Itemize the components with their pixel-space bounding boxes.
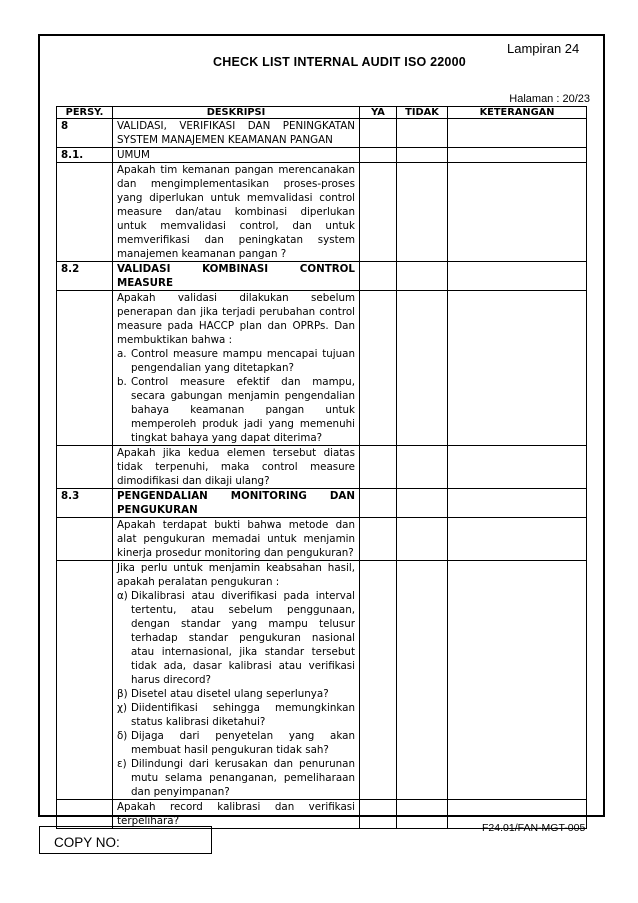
keterangan-cell[interactable] bbox=[448, 148, 587, 163]
clause-title: VALIDASI, VERIFIKASI DAN PENINGKATAN SYSTEM MANAJEMEN KEAMANAN PANGAN bbox=[113, 119, 360, 148]
keterangan-cell[interactable] bbox=[448, 163, 587, 262]
list-text: Disetel atau disetel ulang seperlunya? bbox=[131, 688, 329, 700]
col-header-deskripsi: DESKRIPSI bbox=[113, 107, 360, 119]
ya-cell[interactable] bbox=[360, 291, 397, 446]
ya-cell[interactable] bbox=[360, 561, 397, 800]
audit-question bbox=[113, 561, 360, 800]
col-header-ya: YA bbox=[360, 107, 397, 119]
list-marker: δ) bbox=[117, 730, 128, 742]
clause-number-empty bbox=[57, 291, 113, 446]
tidak-cell[interactable] bbox=[397, 446, 448, 489]
audit-question: Apakah terdapat bukti bahwa metode dan alat pengukuran memadai untuk menjamin kinerja prosedur monitoring dan pengukuran? bbox=[113, 518, 360, 561]
tidak-cell[interactable] bbox=[397, 800, 448, 829]
list-text: Dijaga dari penyetelan yang akan membuat hasil pengukuran tidak sah? bbox=[131, 730, 355, 756]
ya-cell[interactable] bbox=[360, 262, 397, 291]
ya-cell[interactable] bbox=[360, 446, 397, 489]
table-row bbox=[57, 518, 587, 561]
keterangan-cell[interactable] bbox=[448, 561, 587, 800]
list-marker: α) bbox=[117, 590, 128, 602]
tidak-cell[interactable] bbox=[397, 262, 448, 291]
clause-number-empty bbox=[57, 800, 113, 829]
ya-cell[interactable] bbox=[360, 119, 397, 148]
clause-title: PENGENDALIAN MONITORING DAN PENGUKURAN bbox=[113, 489, 360, 518]
document-title: CHECK LIST INTERNAL AUDIT ISO 22000 bbox=[213, 55, 466, 69]
ya-cell[interactable] bbox=[360, 163, 397, 262]
tidak-cell[interactable] bbox=[397, 561, 448, 800]
tidak-cell[interactable] bbox=[397, 119, 448, 148]
col-header-persy: PERSY. bbox=[57, 107, 113, 119]
keterangan-cell[interactable] bbox=[448, 446, 587, 489]
keterangan-cell[interactable] bbox=[448, 119, 587, 148]
question-intro: Jika perlu untuk menjamin keabsahan hasil, apakah peralatan pengukuran : bbox=[117, 562, 355, 588]
keterangan-cell[interactable] bbox=[448, 291, 587, 446]
audit-question: Apakah record kalibrasi dan verifikasi terpelihara? bbox=[113, 800, 360, 829]
clause-number-empty bbox=[57, 518, 113, 561]
clause-number-empty bbox=[57, 446, 113, 489]
table-row bbox=[57, 561, 587, 800]
list-marker: ε) bbox=[117, 758, 127, 770]
copy-number-box[interactable]: COPY NO: bbox=[39, 826, 212, 854]
clause-title: UMUM bbox=[113, 148, 360, 163]
list-marker: b. bbox=[117, 376, 127, 388]
clause-number: 8.3 bbox=[57, 489, 113, 518]
ya-cell[interactable] bbox=[360, 148, 397, 163]
attachment-label: Lampiran 24 bbox=[507, 41, 580, 56]
tidak-cell[interactable] bbox=[397, 291, 448, 446]
audit-question bbox=[113, 291, 360, 446]
table-header-row bbox=[57, 107, 587, 119]
keterangan-cell[interactable] bbox=[448, 518, 587, 561]
ya-cell[interactable] bbox=[360, 800, 397, 829]
table-row bbox=[57, 119, 587, 148]
clause-number-empty bbox=[57, 163, 113, 262]
clause-number: 8.2 bbox=[57, 262, 113, 291]
list-marker: a. bbox=[117, 348, 127, 360]
tidak-cell[interactable] bbox=[397, 148, 448, 163]
keterangan-cell[interactable] bbox=[448, 489, 587, 518]
table-row bbox=[57, 446, 587, 489]
list-item bbox=[117, 347, 355, 375]
list-text: Dikalibrasi atau diverifikasi pada interval tertentu, atau sebelum penggunaan, dengan standar yang mampu telusur terhadap standar pengukuran nasional atau internasional, jika standar tersebut tidak ada, dasar kalibrasi atau verifikasi harus direcord? bbox=[131, 590, 355, 686]
clause-number-empty bbox=[57, 561, 113, 800]
audit-question: Apakah tim kemanan pangan merencanakan dan mengimplementasikan proses-proses yang diperlukan untuk memvalidasi control measure dan/atau kombinasi diperlukan untuk memvalidasi control, dan untuk memverifikasi dan peningkatan system manajemen keamanan pangan ? bbox=[113, 163, 360, 262]
list-text: Control measure efektif dan mampu, secara gabungan menjamin pengendalian bahaya keamanan pangan untuk memperoleh produk jadi yang memenuhi tingkat bahaya yang dapat diterima? bbox=[131, 376, 355, 444]
audit-question: Apakah jika kedua elemen tersebut diatas tidak terpenuhi, maka control measure dimodifikasi dan dikaji ulang? bbox=[113, 446, 360, 489]
list-item bbox=[117, 757, 355, 799]
col-header-tidak: TIDAK bbox=[397, 107, 448, 119]
page-number: Halaman : 20/23 bbox=[509, 93, 590, 105]
table-row bbox=[57, 163, 587, 262]
list-text: Dilindungi dari kerusakan dan penurunan mutu selama penanganan, pemeliharaan dan penyimpanan? bbox=[131, 758, 355, 798]
ya-cell[interactable] bbox=[360, 489, 397, 518]
clause-title: VALIDASI KOMBINASI CONTROL MEASURE bbox=[113, 262, 360, 291]
table-row bbox=[57, 262, 587, 291]
audit-checklist-table bbox=[56, 106, 587, 829]
table-row bbox=[57, 489, 587, 518]
tidak-cell[interactable] bbox=[397, 489, 448, 518]
list-item bbox=[117, 729, 355, 757]
question-intro: Apakah validasi dilakukan sebelum penerapan dan jika terjadi perubahan control measure pada HACCP plan dan OPRPs. Dan membuktikan bahwa : bbox=[117, 292, 355, 346]
list-text: Diidentifikasi sehingga memungkinkan status kalibrasi diketahui? bbox=[131, 702, 355, 728]
col-header-keterangan: KETERANGAN bbox=[448, 107, 587, 119]
table-row bbox=[57, 148, 587, 163]
list-item bbox=[117, 589, 355, 687]
list-marker: χ) bbox=[117, 702, 127, 714]
clause-number: 8.1. bbox=[57, 148, 113, 163]
form-code: F24.01/FAN-MGT-005 bbox=[482, 822, 586, 834]
ya-cell[interactable] bbox=[360, 518, 397, 561]
list-item bbox=[117, 375, 355, 445]
list-item bbox=[117, 701, 355, 729]
clause-number: 8 bbox=[57, 119, 113, 148]
list-marker: β) bbox=[117, 688, 128, 700]
keterangan-cell[interactable] bbox=[448, 262, 587, 291]
table-row bbox=[57, 291, 587, 446]
tidak-cell[interactable] bbox=[397, 163, 448, 262]
list-text: Control measure mampu mencapai tujuan pengendalian yang ditetapkan? bbox=[131, 348, 355, 374]
tidak-cell[interactable] bbox=[397, 518, 448, 561]
list-item bbox=[117, 687, 355, 701]
